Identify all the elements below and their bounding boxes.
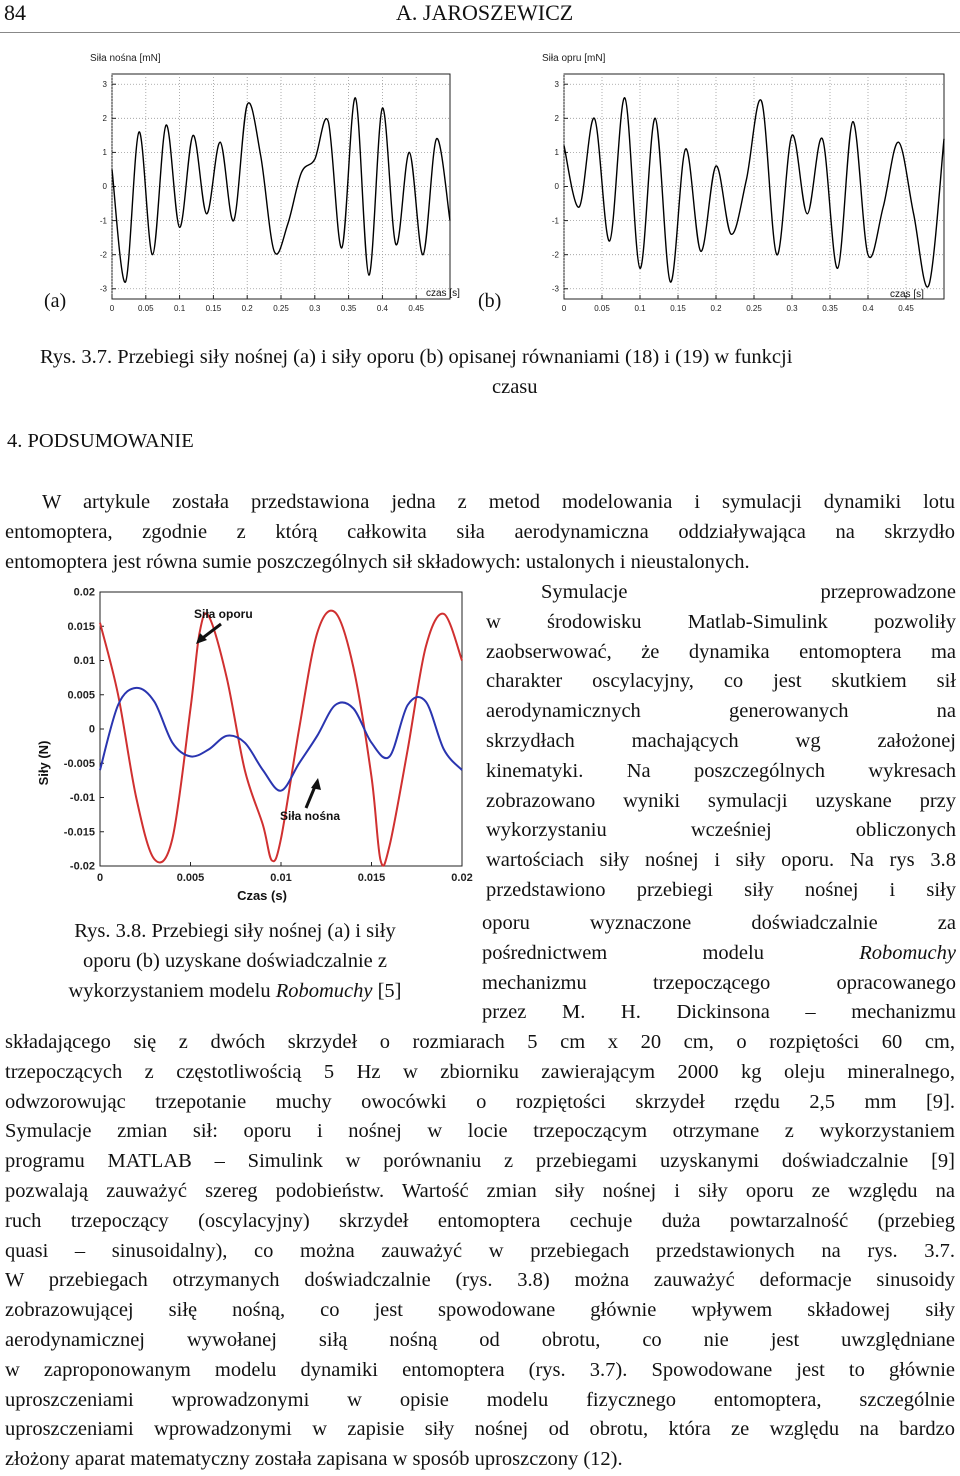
text-line: wartościach siły nośnej i siły oporu. Na rys 3.8: [486, 849, 956, 872]
fig38-caption-line3: [20, 976, 450, 1006]
x-tick-label: 0: [96, 872, 104, 884]
chart-fig38-ylabel: Siły (N): [36, 740, 51, 786]
text-line: programu MATLAB – Simulink w porównaniu z przebiegami uzyskanymi doświadczalnie [9]: [5, 1150, 955, 1173]
text-line: złożony aparat matematyczny została zapisana w sposób uproszczony (12).: [5, 1448, 623, 1471]
text-line: zobrazowującej siłę nośną, co jest spowodowane głównie wpływem składowej siły: [5, 1299, 955, 1322]
y-tick-label: 3: [102, 79, 107, 89]
text-line: w środowisku Matlab-Simulink pozwoliły: [486, 610, 956, 633]
section-title: 4. PODSUMOWANIE: [7, 430, 194, 452]
x-tick-label: 0.3: [309, 304, 321, 313]
side-text-column-lower: [482, 909, 956, 1028]
y-tick-label: -1: [99, 216, 107, 226]
y-tick-label: 0.005: [67, 689, 95, 702]
text-line: entomoptera jest równa sumie poszczególnych sił składowych: ustalonych i nieustalonych.: [5, 550, 750, 573]
x-tick-label: 0.4: [376, 304, 388, 313]
chart-b-xlabel: czas [s]: [890, 289, 924, 300]
y-tick-label: -3: [99, 284, 107, 294]
running-head-author: A. JAROSZEWICZ: [396, 0, 574, 25]
y-tick-label: 0.015: [67, 620, 95, 633]
fig38-caption-line3-text: wykorzystaniem modelu Robomuchy [5]: [68, 980, 402, 1002]
text-line: uproszczeniami wprowadzonymi w zapisie siły nośnej od obrotu, która ze względu na bardzo: [5, 1418, 955, 1441]
annotation-sila-nosna: Siła nośna: [280, 809, 341, 823]
x-tick-label: 0.015: [357, 872, 386, 884]
chart-fig38-xlabel: Czas (s): [237, 888, 287, 903]
y-tick-label: -0.01: [69, 792, 95, 805]
x-tick-label: 0.2: [710, 304, 722, 313]
y-tick-label: 3: [554, 79, 559, 89]
fig37-caption-line2: czasu: [492, 376, 538, 398]
x-tick-label: 0.45: [898, 304, 914, 313]
text-line: quasi – sinusoidalny), co można zauważyć w przebiegach przedstawionych na rys. 3.7.: [5, 1239, 955, 1262]
side-text-column: [486, 578, 956, 906]
fig38-caption-line2: oporu (b) uzyskane doświadczalnie z: [83, 950, 387, 972]
text-line: pozwalają zauważyć szereg podobieństw. Wartość zmian siły nośnej i siły oporu ze względu na: [5, 1179, 955, 1202]
chart-a-xlabel: czas [s]: [426, 288, 460, 299]
text-line: uproszczeniami wprowadzonymi w opisie modelu fizycznego entomoptera, szczególnie: [5, 1388, 955, 1411]
y-tick-label: 0: [102, 182, 107, 192]
x-tick-label: 0.2: [241, 304, 253, 313]
y-tick-label: 0.02: [73, 586, 95, 599]
text-line: mechanizmu trzepoczącego opracowanego: [482, 971, 956, 994]
text-line: przedstawiono przebiegi siły nośnej i siły: [486, 878, 956, 901]
text-line: przez M. H. Dickinsona – mechanizmu: [482, 1001, 956, 1024]
x-tick-label: 0.1: [174, 304, 186, 313]
text-line: wykorzystaniu wcześniej obliczonych: [486, 819, 956, 842]
x-tick-label: 0.1: [634, 304, 646, 313]
y-tick-label: -0.005: [63, 757, 95, 770]
y-tick-label: 1: [102, 148, 107, 158]
x-tick-label: 0.005: [176, 872, 205, 884]
text-line: skrzydłach machających wg założonej: [486, 729, 956, 752]
x-tick-label: 0.35: [822, 304, 838, 313]
x-tick-label: 0.01: [270, 872, 292, 884]
x-tick-label: 0: [109, 304, 115, 313]
fig37-caption-line1: Rys. 3.7. Przebiegi siły nośnej (a) i siły oporu (b) opisanej równaniami (18) i (19) w funkcji: [40, 346, 793, 368]
x-tick-label: 0.02: [451, 872, 473, 884]
y-tick-label: -2: [551, 250, 559, 260]
chart-a-ylabel: Siła nośna [mN]: [90, 53, 161, 64]
y-tick-label: 0: [554, 182, 559, 192]
fig37-label-b: (b): [478, 290, 502, 312]
text-line: W artykule została przedstawiona jedna z metod modelowania i symulacji dynamiki lotu: [42, 491, 955, 513]
y-tick-label: -1: [551, 216, 559, 226]
text-line: charakter oscylacyjny, co jest skutkiem sił: [486, 670, 956, 693]
fig37-label-a: (a): [44, 290, 67, 312]
x-tick-label: 0.05: [594, 304, 610, 313]
text-line: Symulacje zmian sił: oporu i nośnej w locie trzepoczącym otrzymane z wykorzystaniem: [5, 1120, 955, 1143]
fig38-caption: [20, 916, 450, 1006]
chart-fig38-yticks: [64, 587, 104, 873]
x-tick-label: 0.3: [786, 304, 798, 313]
y-tick-label: -0.02: [69, 860, 95, 873]
x-tick-label: 0.15: [670, 304, 686, 313]
text-line: aerodynamicznej wywołanej siłą nośną od obrotu, co nie jest uwzględniane: [5, 1328, 955, 1351]
chart-b-ylabel: Siła opru [mN]: [542, 53, 606, 64]
y-tick-label: 2: [554, 113, 559, 123]
x-tick-label: 0.4: [862, 304, 874, 313]
text-line: zobrazowano wyniki symulacji uzyskane przy: [486, 789, 956, 812]
y-tick-label: 0.01: [73, 655, 95, 668]
page-number: 84: [4, 0, 26, 25]
text-line: Symulacje przeprowadzone: [541, 581, 956, 603]
annotation-sila-oporu: Siła oporu: [194, 607, 253, 621]
x-tick-label: 0.45: [408, 304, 424, 313]
y-tick-label: 1: [554, 148, 559, 158]
text-line: w zaproponowanym modelu dynamiki entomoptera (rys. 3.7). Spowodowane jest to głównie: [5, 1358, 955, 1381]
chart-fig38-plot-area: [100, 592, 462, 866]
body-paragraph: [5, 1028, 955, 1475]
y-tick-label: -0.015: [63, 826, 95, 839]
chart-fig38: [36, 578, 473, 912]
y-tick-label: -2: [99, 250, 107, 260]
text-line: pośrednictwem modelu Robomuchy: [482, 941, 956, 964]
x-tick-label: 0.15: [205, 304, 222, 313]
chart-b: [532, 44, 952, 312]
x-tick-label: 0.25: [273, 304, 289, 313]
text-line: oporu wyznaczone doświadczalnie za: [482, 912, 956, 934]
text-line: kinematyki. Na poszczególnych wykresach: [486, 759, 956, 782]
text-line: zaobserwować, że dynamika entomoptera ma: [486, 640, 956, 663]
y-tick-label: 0: [88, 723, 95, 736]
text-line: ruch trzepoczący (oscylacyjny) skrzydeł entomoptera cechuje duża powtarzalność (przebieg: [5, 1209, 955, 1232]
y-tick-label: -3: [551, 284, 559, 294]
intro-paragraph: [5, 488, 955, 577]
x-tick-label: 0.35: [340, 304, 357, 313]
fig38-caption-line1: Rys. 3.8. Przebiegi siły nośnej (a) i siły: [74, 920, 396, 942]
text-line: odwzorowując trzepotanie muchy owocówki o rozpiętości skrzydeł rzędu 2,5 mm [9].: [5, 1090, 955, 1113]
text-line: składającego się z dwóch skrzydeł o rozmiarach 5 cm x 20 cm, o rozpiętości 60 cm,: [5, 1031, 955, 1053]
x-tick-label: 0.25: [746, 304, 762, 313]
header-rule: [0, 32, 960, 33]
y-tick-label: 2: [102, 113, 107, 123]
text-line: entomoptera, zgodnie z którą całkowita siła aerodynamiczna oddziaływająca na skrzydło: [5, 520, 955, 543]
text-line: aerodynamicznych generowanych na: [486, 700, 956, 723]
chart-a: [82, 44, 460, 312]
text-line: trzepoczących z częstotliwością 5 Hz w zbiorniku zawierającym 2000 kg oleju mineralnego,: [5, 1060, 955, 1083]
x-tick-label: 0: [561, 304, 567, 313]
text-line: W przebiegach otrzymanych doświadczalnie (rys. 3.8) można zauważyć deformacje sinusoidy: [5, 1269, 955, 1292]
x-tick-label: 0.05: [138, 304, 154, 313]
